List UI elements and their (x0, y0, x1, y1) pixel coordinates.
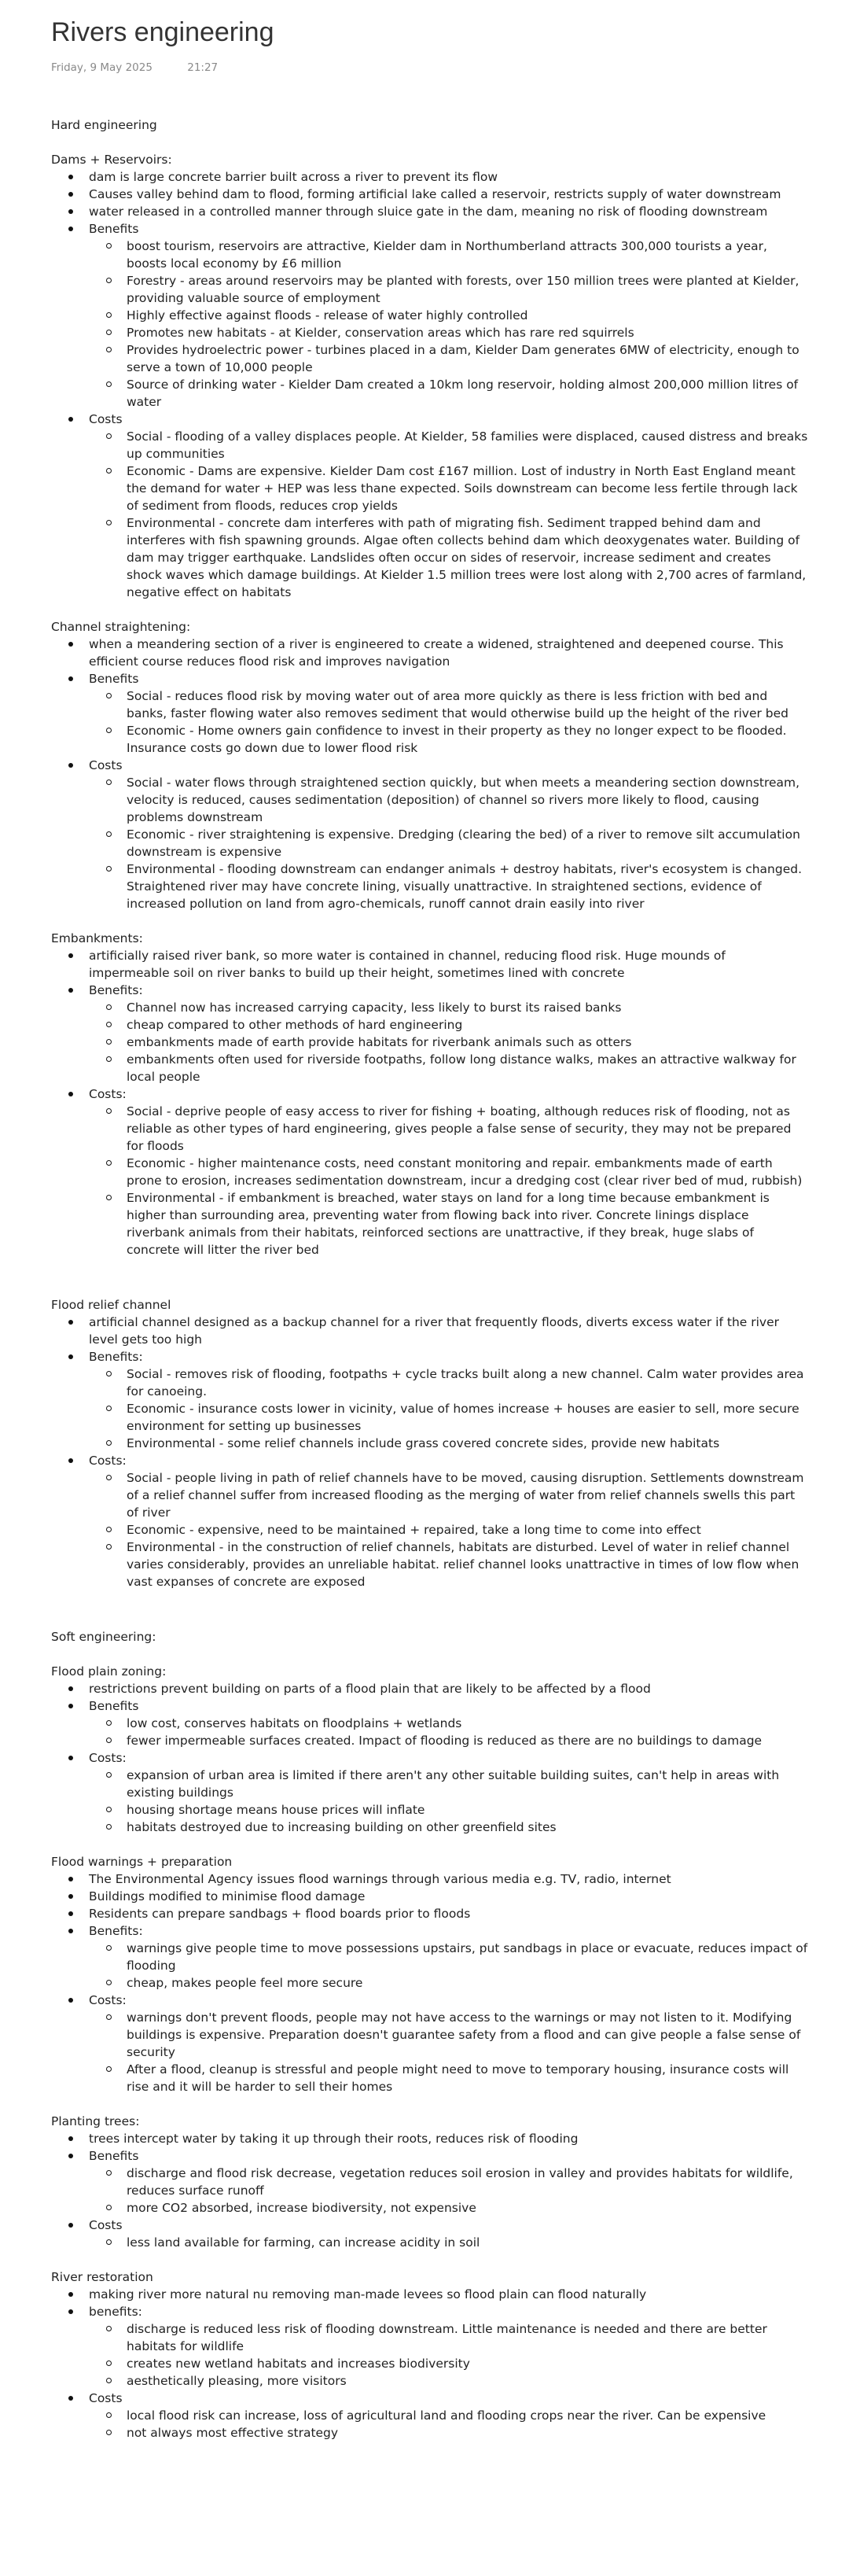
costs-group (51, 1085, 810, 1259)
section-channel-straightening (51, 618, 810, 912)
costs-list (89, 2234, 810, 2251)
benefits-item: Economic - Home owners gain confidence to invest in their property as they no longer expect to be flooded. Insurance costs go down due to lower flood risk (89, 722, 810, 757)
section-heading: Dams + Reservoirs: (51, 153, 172, 167)
benefits-item: cheap, makes people feel more secure (89, 1974, 810, 1992)
benefits-item: Provides hydroelectric power - turbines placed in a dam, Kielder Dam generates 6MW of electricity, enough to serve a town of 10,000 people (89, 341, 810, 376)
costs-list (89, 1469, 810, 1590)
benefits-list (89, 1940, 810, 1992)
bullet-list (51, 1870, 810, 2095)
costs-label: Costs (89, 2391, 123, 2405)
benefits-label: benefits: (89, 2305, 142, 2319)
bullet-list (51, 947, 810, 1259)
benefits-item: fewer impermeable surfaces created. Impact of flooding is reduced as there are no buildings to damage (89, 1732, 810, 1749)
benefits-group (51, 1922, 810, 1992)
costs-item: less land available for farming, can increase acidity in soil (89, 2234, 810, 2251)
benefits-label: Benefits (89, 2149, 139, 2163)
section-flood-warnings (51, 1853, 810, 2095)
costs-list (89, 428, 810, 601)
benefits-item: embankments often used for riverside footpaths, follow long distance walks, makes an attractive walkway for local people (89, 1051, 810, 1085)
costs-group (51, 1452, 810, 1590)
costs-item: Environmental - concrete dam interferes with path of migrating fish. Sediment trapped behind dam and interferes with fish spawning grounds. Algae often collects behind dam which deoxygenates water. Building of dam may trigger earthquake. Landslides often occur on sides of reservoir, increase sediment and creates shock waves which damage buildings. At Kielder 1.5 million trees were lost along with 2,700 acres of farmland, negative effect on habitats (89, 514, 810, 601)
benefits-item: Source of drinking water - Kielder Dam created a 10km long reservoir, holding almost 200,000 million litres of water (89, 376, 810, 411)
benefits-group (51, 2303, 810, 2390)
benefits-item: boost tourism, reservoirs are attractive, Kielder dam in Northumberland attracts 300,000 tourists a year, boosts local economy by £6 million (89, 238, 810, 272)
bullet-list (51, 168, 810, 601)
benefits-item: Social - reduces flood risk by moving water out of area more quickly as there is less friction with bed and banks, faster flowing water also removes sediment that would otherwise build up the height of the river bed (89, 687, 810, 722)
page-date: Friday, 9 May 2025 (51, 61, 153, 74)
costs-list (89, 774, 810, 912)
section-heading: Flood warnings + preparation (51, 1855, 233, 1869)
costs-item: not always most effective strategy (89, 2424, 810, 2441)
benefits-item: Promotes new habitats - at Kielder, conservation areas which has rare red squirrels (89, 324, 810, 341)
benefits-label: Benefits: (89, 983, 143, 997)
page-title[interactable]: Rivers engineering (51, 17, 274, 47)
bullet-list (51, 636, 810, 912)
benefits-item: discharge and flood risk decrease, vegetation reduces soil erosion in valley and provides habitats for wildlife, reduces surface runoff (89, 2165, 810, 2199)
costs-group (51, 1749, 810, 1836)
costs-label: Costs (89, 412, 123, 426)
section-flood-relief-channel (51, 1296, 810, 1590)
costs-group (51, 411, 810, 601)
costs-list (89, 2407, 810, 2441)
benefits-item: aesthetically pleasing, more visitors (89, 2372, 810, 2390)
section-flood-plain-zoning (51, 1663, 810, 1836)
costs-item: Social - deprive people of easy access to river for fishing + boating, although reduces risk of flooding, not as reliable as other types of hard engineering, gives people a false sense of security, they may not be prepared for floods (89, 1103, 810, 1155)
benefits-group (51, 2147, 810, 2217)
costs-item: Environmental - if embankment is breached, water stays on land for a long time because embankment is higher than surrounding area, preventing water from flowing back into river. Concrete linings displace riverbank animals from their habitats, reinforced sections are unattractive, if they break, huge slabs of concrete will litter the river bed (89, 1189, 810, 1259)
section-heading: Channel straightening: (51, 620, 191, 634)
costs-group (51, 2217, 810, 2251)
bullet-list (51, 1314, 810, 1590)
bullet-item: when a meandering section of a river is engineered to create a widened, straightened and deepened course. This efficient course reduces flood risk and improves navigation (51, 636, 810, 670)
costs-list (89, 2009, 810, 2095)
benefits-list (89, 1365, 810, 1452)
costs-item: expansion of urban area is limited if there aren't any other suitable building suites, can't help in areas with existing buildings (89, 1767, 810, 1801)
section-heading: River restoration (51, 2270, 153, 2284)
section-heading: Embankments: (51, 931, 143, 945)
benefits-group (51, 670, 810, 757)
benefits-group (51, 1348, 810, 1452)
bullet-item: Buildings modified to minimise flood damage (51, 1888, 810, 1905)
costs-item: local flood risk can increase, loss of agricultural land and flooding crops near the river. Can be expensive (89, 2407, 810, 2424)
benefits-item: warnings give people time to move possessions upstairs, put sandbags in place or evacuate, reduces impact of flooding (89, 1940, 810, 1974)
costs-label: Costs: (89, 1087, 127, 1101)
bullet-item: The Environmental Agency issues flood warnings through various media e.g. TV, radio, internet (51, 1870, 810, 1888)
benefits-list (89, 687, 810, 757)
benefits-item: discharge is reduced less risk of flooding downstream. Little maintenance is needed and there are better habitats for wildlife (89, 2320, 810, 2355)
costs-label: Costs: (89, 1751, 127, 1765)
costs-label: Costs: (89, 1454, 127, 1468)
costs-item: Economic - Dams are expensive. Kielder Dam cost £167 million. Lost of industry in North East England meant the demand for water + HEP was less thane expected. Soils downstream can become less fertile through lack of sediment from floods, reduces crop yields (89, 463, 810, 514)
costs-item: habitats destroyed due to increasing building on other greenfield sites (89, 1819, 810, 1836)
costs-item: warnings don't prevent floods, people may not have access to the warnings or may not listen to it. Modifying buildings is expensive. Preparation doesn't guarantee safety from a flood and can give people a false sense of security (89, 2009, 810, 2061)
benefits-list (89, 999, 810, 1085)
benefits-item: Economic - insurance costs lower in vicinity, value of homes increase + houses are easier to sell, more secure environment for setting up businesses (89, 1400, 810, 1435)
page-meta (51, 61, 218, 74)
costs-item: Social - flooding of a valley displaces people. At Kielder, 58 families were displaced, caused distress and breaks up communities (89, 428, 810, 463)
costs-group (51, 1992, 810, 2095)
section-planting-trees (51, 2113, 810, 2251)
benefits-item: embankments made of earth provide habitats for riverbank animals such as otters (89, 1034, 810, 1051)
benefits-group (51, 982, 810, 1085)
bullet-list (51, 2130, 810, 2251)
bullet-item: restrictions prevent building on parts of a flood plain that are likely to be affected by a flood (51, 1680, 810, 1697)
section-river-restoration (51, 2268, 810, 2441)
costs-list (89, 1103, 810, 1259)
benefits-item: low cost, conserves habitats on floodplains + wetlands (89, 1715, 810, 1732)
bullet-item: trees intercept water by taking it up through their roots, reduces risk of flooding (51, 2130, 810, 2147)
costs-label: Costs: (89, 1993, 127, 2007)
bullet-item: artificial channel designed as a backup channel for a river that frequently floods, diverts excess water if the river level gets too high (51, 1314, 810, 1348)
bullet-item: Causes valley behind dam to flood, forming artificial lake called a reservoir, restricts supply of water downstream (51, 186, 810, 203)
benefits-item: Social - removes risk of flooding, footpaths + cycle tracks built along a new channel. Calm water provides area for canoeing. (89, 1365, 810, 1400)
benefits-group (51, 1697, 810, 1749)
bullet-item: Residents can prepare sandbags + flood boards prior to floods (51, 1905, 810, 1922)
costs-item: Social - people living in path of relief channels have to be moved, causing disruption. Settlements downstream of a relief channel suffer from increased flooding as the merging of water from relief channels swells this part of river (89, 1469, 810, 1521)
costs-item: Economic - river straightening is expensive. Dredging (clearing the bed) of a river to remove silt accumulation downstream is expensive (89, 826, 810, 861)
bullet-item: making river more natural nu removing man-made levees so flood plain can flood naturally (51, 2286, 810, 2303)
bullet-item: artificially raised river bank, so more water is contained in channel, reducing flood risk. Huge mounds of impermeable soil on river banks to build up their height, sometimes lined with concrete (51, 947, 810, 982)
section-heading: Flood relief channel (51, 1298, 171, 1312)
benefits-item: Environmental - some relief channels include grass covered concrete sides, provide new habitats (89, 1435, 810, 1452)
section-embankments (51, 930, 810, 1259)
costs-item: Social - water flows through straightened section quickly, but when meets a meandering section downstream, velocity is reduced, causes sedimentation (deposition) of channel so rivers more likely to flood, causing problems downstream (89, 774, 810, 826)
costs-label: Costs (89, 758, 123, 772)
costs-list (89, 1767, 810, 1836)
page-time: 21:27 (187, 61, 219, 74)
note-content[interactable] (51, 116, 810, 2441)
benefits-item: Forestry - areas around reservoirs may be planted with forests, over 150 million trees were planted at Kielder, providing valuable source of employment (89, 272, 810, 307)
benefits-group (51, 220, 810, 411)
soft-engineering-heading: Soft engineering: (51, 1630, 156, 1644)
bullet-item: dam is large concrete barrier built across a river to prevent its flow (51, 168, 810, 186)
costs-item: After a flood, cleanup is stressful and people might need to move to temporary housing, insurance costs will rise and it will be harder to sell their homes (89, 2061, 810, 2095)
benefits-item: more CO2 absorbed, increase biodiversity, not expensive (89, 2199, 810, 2217)
section-heading: Planting trees: (51, 2114, 140, 2128)
costs-item: Economic - expensive, need to be maintained + repaired, take a long time to come into effect (89, 1521, 810, 1539)
benefits-label: Benefits: (89, 1924, 143, 1938)
benefits-list (89, 238, 810, 411)
benefits-item: cheap compared to other methods of hard engineering (89, 1016, 810, 1034)
bullet-list (51, 2286, 810, 2441)
bullet-list (51, 1680, 810, 1836)
benefits-list (89, 1715, 810, 1749)
costs-item: Environmental - in the construction of relief channels, habitats are disturbed. Level of water in relief channel varies considerably, provides an unreliable habitat. relief channel looks unattractive in times of low flow when vast expanses of concrete are exposed (89, 1539, 810, 1590)
bullet-item: water released in a controlled manner through sluice gate in the dam, meaning no risk of flooding downstream (51, 203, 810, 220)
costs-label: Costs (89, 2218, 123, 2232)
costs-group (51, 2390, 810, 2441)
costs-item: Economic - higher maintenance costs, need constant monitoring and repair. embankments made of earth prone to erosion, increases sedimentation downstream, incur a dredging cost (clear river bed of mud, rubbish) (89, 1155, 810, 1189)
benefits-list (89, 2165, 810, 2217)
benefits-label: Benefits (89, 222, 139, 236)
section-heading: Flood plain zoning: (51, 1664, 167, 1679)
benefits-item: Channel now has increased carrying capacity, less likely to burst its raised banks (89, 999, 810, 1016)
benefits-label: Benefits: (89, 1350, 143, 1364)
benefits-item: Highly effective against floods - release of water highly controlled (89, 307, 810, 324)
costs-item: housing shortage means house prices will inflate (89, 1801, 810, 1819)
costs-item: Environmental - flooding downstream can endanger animals + destroy habitats, river's ecosystem is changed. Straightened river may have concrete lining, visually unattractive. In straightened sections, evidence of increased pollution on land from agro-chemicals, runoff cannot drain easily into river (89, 861, 810, 912)
benefits-list (89, 2320, 810, 2390)
benefits-item: creates new wetland habitats and increases biodiversity (89, 2355, 810, 2372)
section-dams (51, 151, 810, 601)
hard-engineering-heading: Hard engineering (51, 118, 157, 132)
benefits-label: Benefits (89, 672, 139, 686)
benefits-label: Benefits (89, 1699, 139, 1713)
costs-group (51, 757, 810, 912)
